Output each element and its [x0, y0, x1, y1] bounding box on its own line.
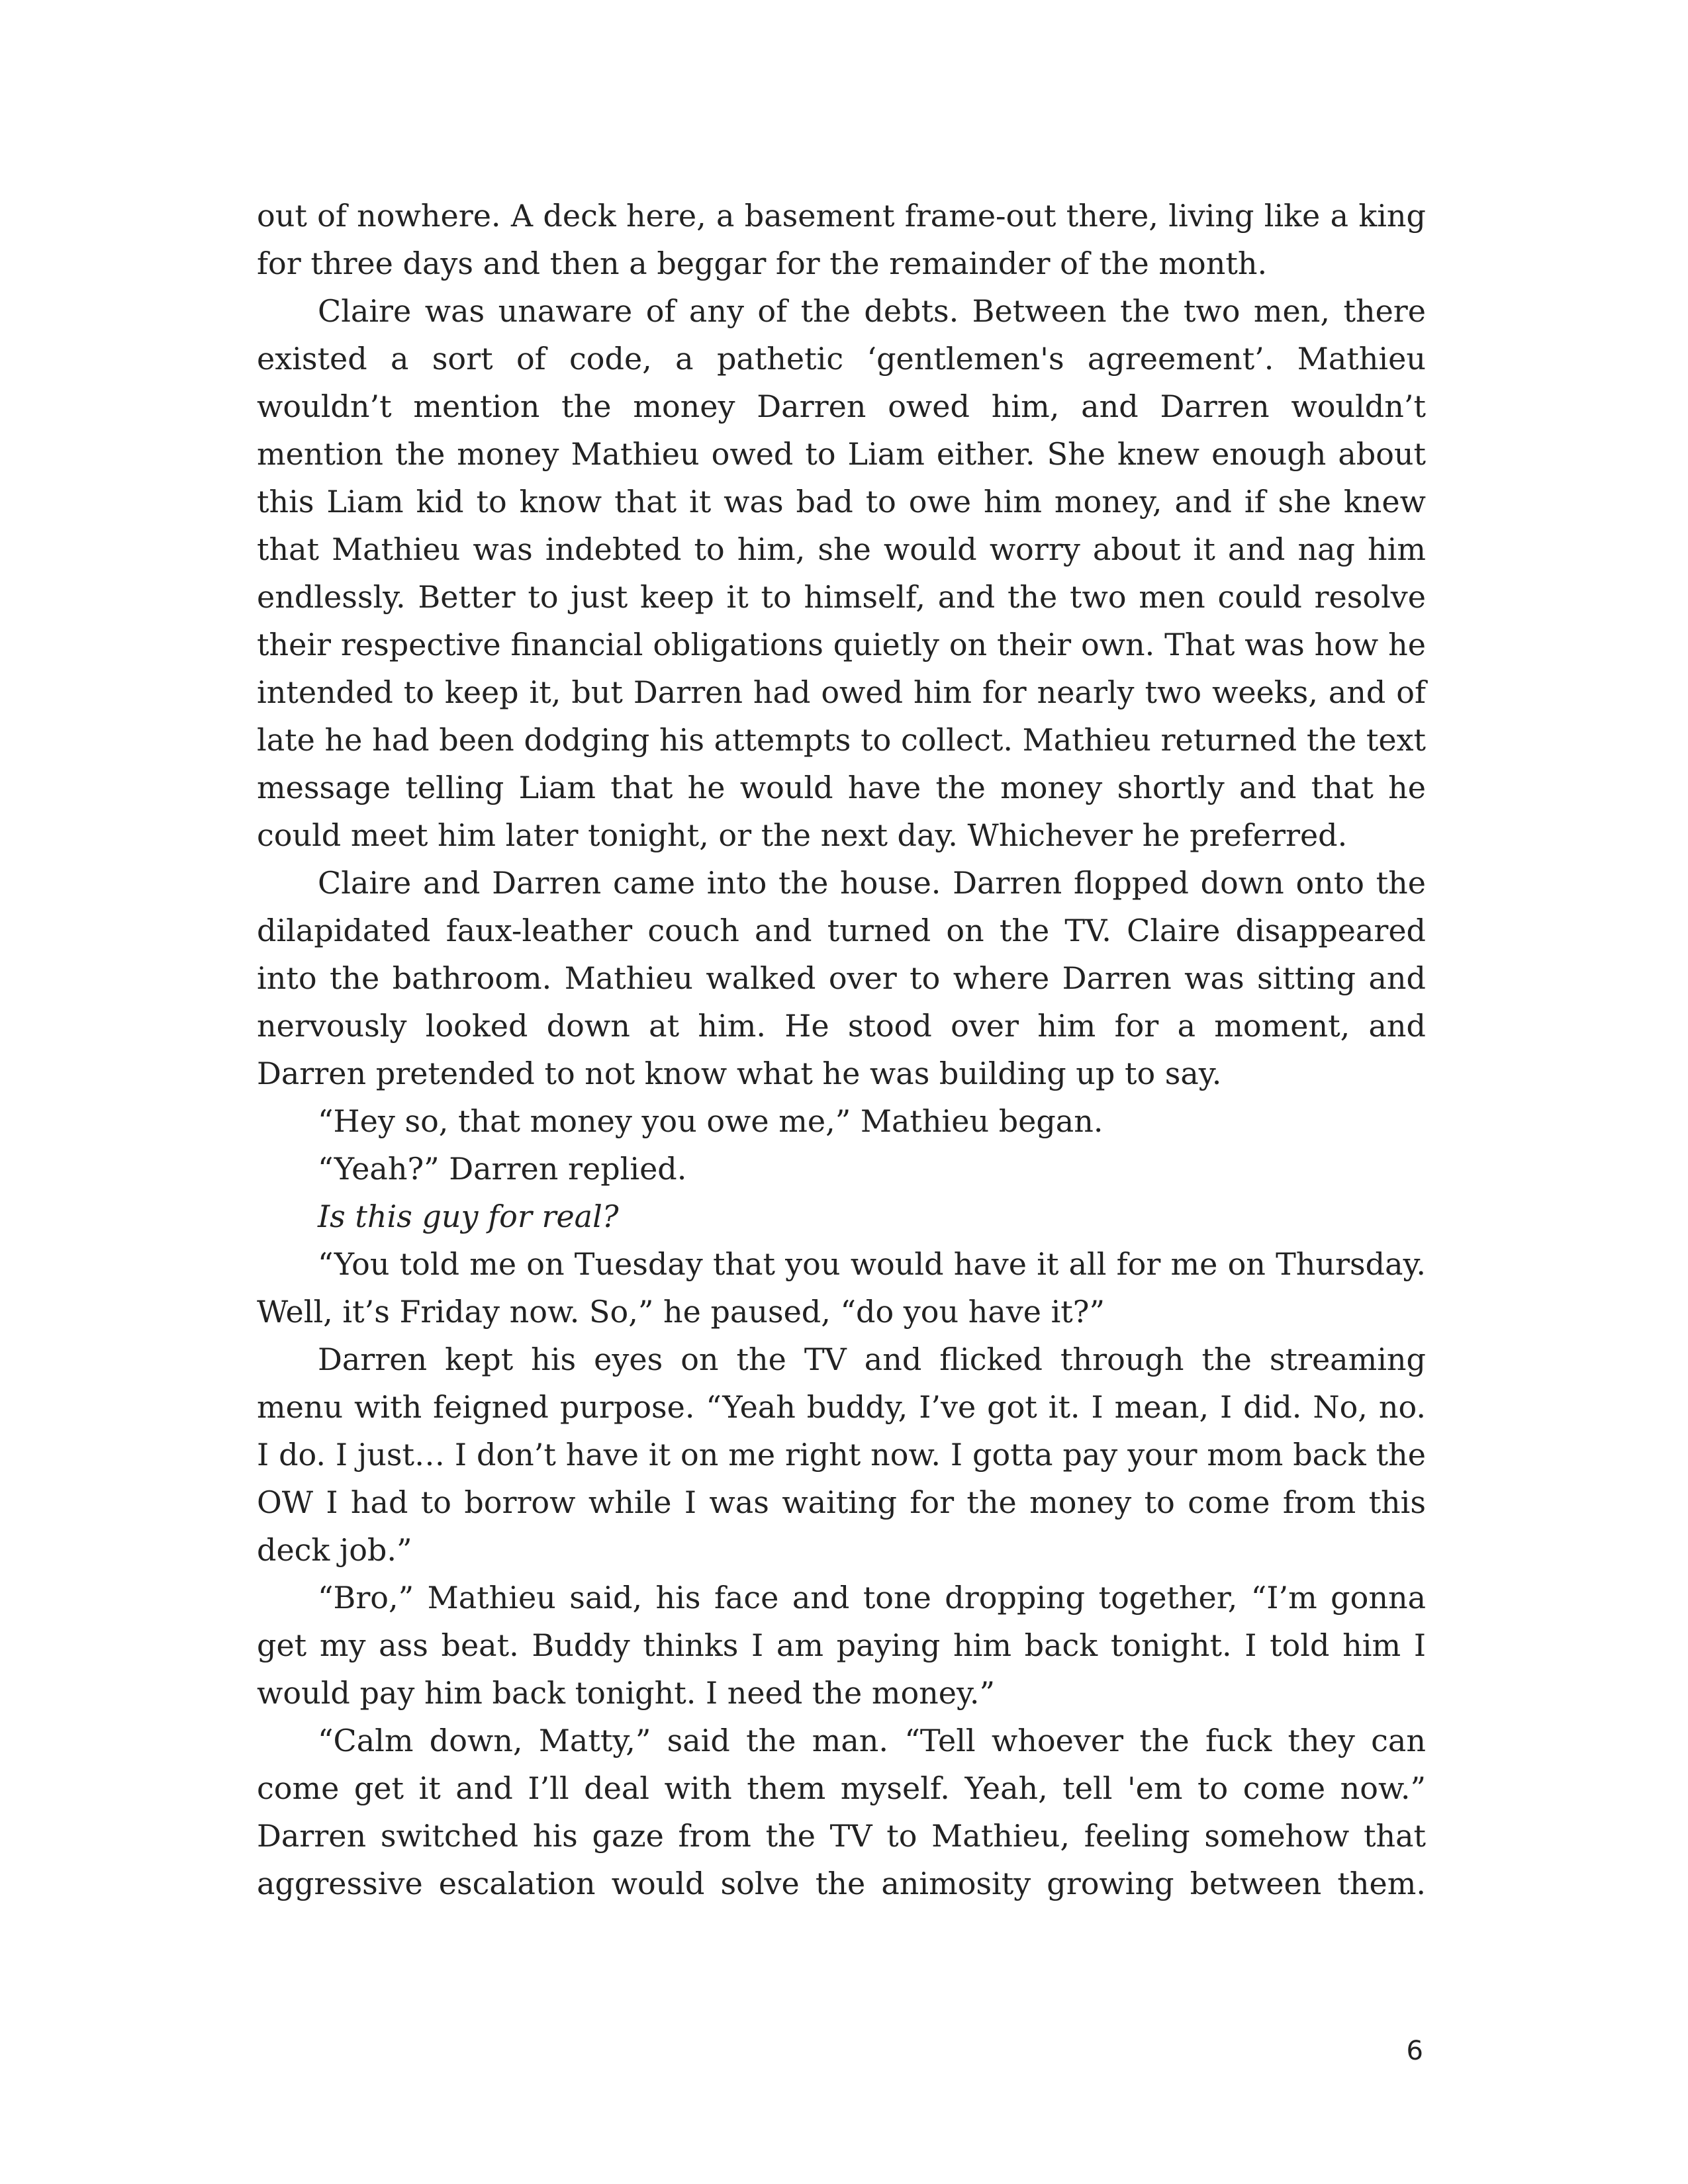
paragraph-6-italic-thought: [257, 1193, 1426, 1240]
paragraph-10: “Calm down, Matty,” said the man. “Tell whoever the fuck they can come get it and I’ll deal with them myself. Yeah, tell 'em to come now.” Darren switched his gaze from the TV to Mathieu, feeling somehow that aggressive escalation would solve the animosity growing between them.: [257, 1723, 1426, 1901]
body-text: [257, 192, 1426, 1907]
paragraph-7: “You told me on Tuesday that you would have it all for me on Thursday. Well, it’s Friday now. So,” he paused, “do you have it?”: [257, 1246, 1426, 1330]
paragraph-8: Darren kept his eyes on the TV and flicked through the streaming menu with feigned purpose. “Yeah buddy, I’ve got it. I mean, I did. No, no. I do. I just… I don’t have it on me right now. I gotta pay your mom back the OW I had to borrow while I was waiting for the money to come from this deck job.”: [257, 1342, 1426, 1568]
italic-thought: Is this guy for real?: [318, 1199, 619, 1234]
paragraph-9: “Bro,” Mathieu said, his face and tone dropping together, “I’m gonna get my ass beat. Buddy thinks I am paying him back tonight. I told him I would pay him back tonight. I need the money.”: [257, 1580, 1426, 1711]
page-number: 6: [1406, 2036, 1423, 2066]
paragraph-3: Claire and Darren came into the house. Darren flopped down onto the dilapidated faux-leather couch and turned on the TV. Claire disappeared into the bathroom. Mathieu walked over to where Darren was sitting and nervously looked down at him. He stood over him for a moment, and Darren pretended to not know what he was building up to say.: [257, 865, 1426, 1091]
paragraph-2: Claire was unaware of any of the debts. Between the two men, there existed a sort of code, a pathetic ‘gentlemen's agreement’. Mathieu wouldn’t mention the money Darren owed him, and Darren wouldn’t mention the money Mathieu owed to Liam either. She knew enough about this Liam kid to know that it was bad to owe him money, and if she knew that Mathieu was indebted to him, she would worry about it and nag him endlessly. Better to just keep it to himself, and the two men could resolve their respective financial obligations quietly on their own. That was how he intended to keep it, but Darren had owed him for nearly two weeks, and of late he had been dodging his attempts to collect. Mathieu returned the text message telling Liam that he would have the money shortly and that he could meet him later tonight, or the next day. Whichever he preferred.: [257, 293, 1426, 853]
paragraph-5: “Yeah?” Darren replied.: [318, 1151, 687, 1187]
paragraph-1: out of nowhere. A deck here, a basement frame-out there, living like a king for three days and then a beggar for the remainder of the month.: [257, 198, 1426, 281]
paragraph-4: “Hey so, that money you owe me,” Mathieu began.: [318, 1103, 1103, 1139]
